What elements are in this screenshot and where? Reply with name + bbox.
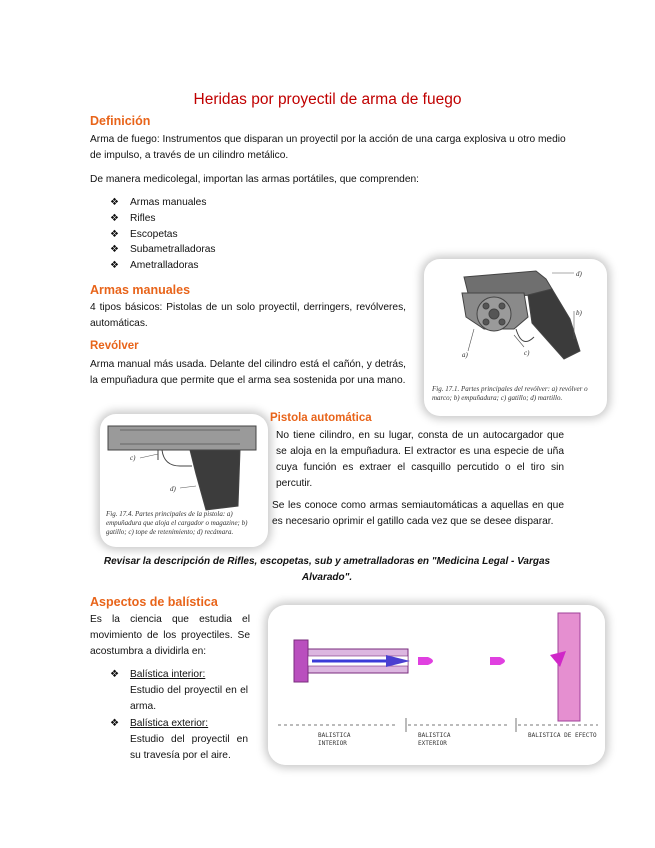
list-item: ❖ Armas manuales [110,195,216,211]
heading-balistica: Aspectos de balística [90,595,218,609]
diagram-label-efecto: BALISTICA DE EFECTO [528,732,597,739]
balistica-intro: Es la ciencia que estudia el movimiento de los proyectiles. Se acostumbra a dividirla en: [90,614,250,657]
pistol-label-c: c) [130,454,136,462]
heading-armas-manuales: Armas manuales [90,283,191,297]
heading-revolver: Revólver [90,340,139,352]
list-item: ❖ Escopetas [110,227,216,243]
pistol-caption: Fig. 17.4. Partes principales de la pistola: a) empuñadura que aloja el cargador o magazine; b) gatillo; c) tope de retenimiento; d) recámara. [106,510,248,536]
bullet-icon: ❖ [110,718,120,729]
bullet-icon: ❖ [110,212,119,224]
list-item [110,716,248,764]
bullet-icon: ❖ [110,228,119,240]
revolver-caption: Fig. 17.1. Partes principales del revólver: a) revólver o marco; b) empuñadura; c) gatillo; d) martillo. [432,385,588,402]
revolver-text: Arma manual más usada. Delante del cilindro está el cañón, y detrás, la empuñadura que permite que el arma sea sostenida por una mano. [90,359,406,386]
definicion-paragraph-2: De manera medicolegal, importan las armas portátiles, que comprenden: [90,174,419,185]
list-item: ❖ Subametralladoras [110,242,216,258]
term-interior: Balística interior: [130,669,206,680]
weapons-list [110,195,216,274]
list-item: ❖ Rifles [110,211,216,227]
page-title: Heridas por proyectil de arma de fuego [193,91,462,108]
heading-definicion: Definición [90,114,151,128]
pistola-text-1: No tiene cilindro, en su lugar, consta de un autocargador que se aloja en la empuñadura. El extractor es una especie de uña cuya función es extraer el casquillo percutido o el tiro sin percutir. [276,430,564,489]
bullet-icon: ❖ [110,260,119,272]
desc-exterior: Estudio del proyectil en su travesía por el aire. [130,734,248,761]
revolver-figure [424,259,607,416]
pistol-figure [100,414,268,547]
armas-manuales-text: 4 tipos básicos: Pistolas de un solo proyectil, derringers, revólveres, automáticas. [90,302,406,329]
revolver-label-c: c) [524,349,530,357]
revolver-label-a: a) [462,351,468,359]
revolver-label-d: d) [576,270,582,278]
pistol-label-d: d) [170,485,176,493]
list-item: ❖ Ametralladoras [110,258,216,274]
list-item [110,667,248,715]
term-exterior: Balística exterior: [130,718,209,729]
reference-note: Revisar la descripción de Rifles, escopetas, sub y ametralladoras en "Medicina Legal - Vargas Alvarado". [103,556,551,583]
ballistics-diagram [268,605,605,765]
bullet-icon: ❖ [110,669,120,680]
pistola-text-2: Se les conoce como armas semiautomáticas a aquellas en que es necesario oprimir el gatillo cada vez que se desee disparar. [272,500,564,527]
diagram-label-exterior: BALISTICA EXTERIOR [418,732,451,747]
bullet-icon: ❖ [110,244,119,256]
heading-pistola: Pistola automática [270,412,372,424]
diagram-label-interior: BALISTICA INTERIOR [318,732,351,747]
desc-interior: Estudio del proyectil en el arma. [130,685,248,712]
bullet-icon: ❖ [110,197,119,208]
revolver-label-b: b) [576,309,582,317]
balistica-list [110,667,248,764]
definicion-paragraph-1: Arma de fuego: Instrumentos que disparan un proyectil por la acción de una carga explosiva u otro medio de impulso, a través de un cilindro metálico. [90,134,566,161]
